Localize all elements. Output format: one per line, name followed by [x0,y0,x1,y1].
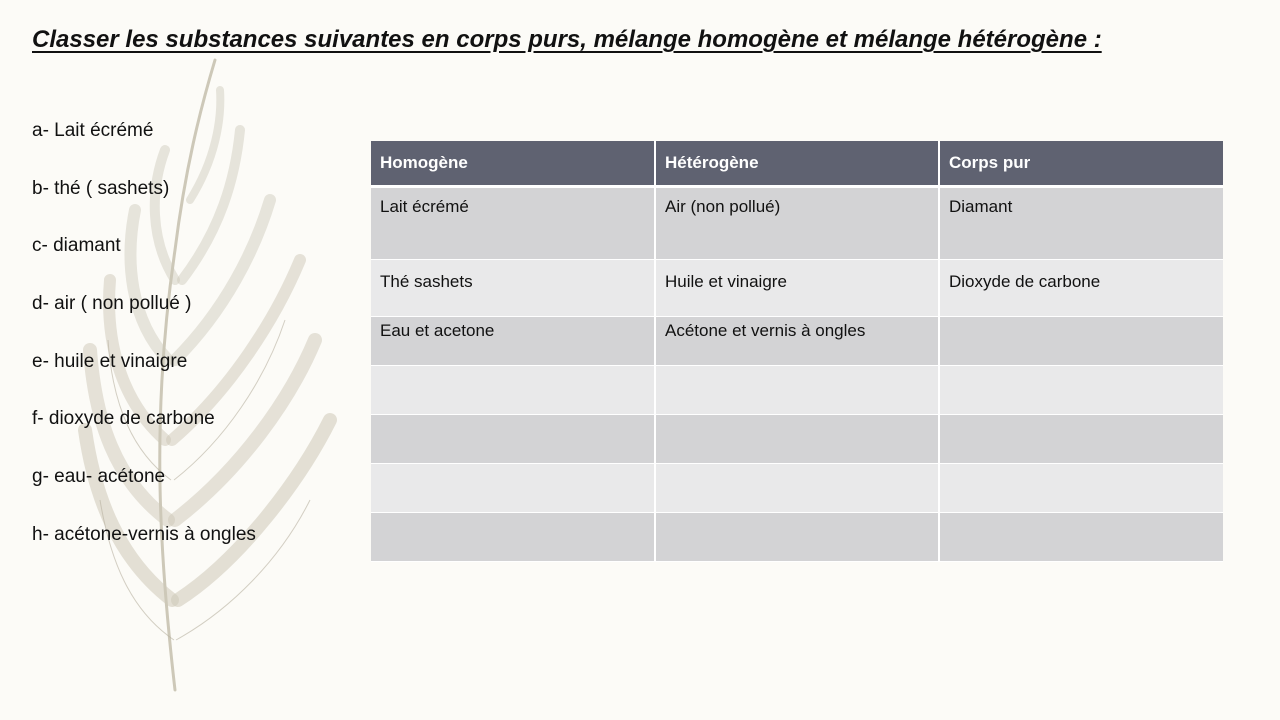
list-item: g- eau- acétone [32,466,166,488]
table-cell [655,464,939,513]
table-cell [939,513,1223,562]
table-cell [939,317,1223,366]
table-cell [371,366,655,415]
table-cell [371,464,655,513]
table-cell [371,513,655,562]
list-item: f- dioxyde de carbone [32,408,215,430]
list-item: h- acétone-vernis à ongles [32,523,256,545]
table-row [371,317,1223,366]
table-cell: Air (non pollué) [655,187,939,260]
table-cell [655,513,939,562]
table-cell [655,366,939,415]
table-cell [655,415,939,464]
table-row [371,187,1223,260]
substance-list [32,116,256,578]
classification-table [371,141,1223,562]
table-cell: Huile et vinaigre [655,260,939,317]
table-cell [371,415,655,464]
list-item: d- air ( non pollué ) [32,293,192,315]
table-cell [939,415,1223,464]
list-item: b- thé ( sashets) [32,177,170,199]
table-cell [939,366,1223,415]
table-cell: Thé sashets [371,260,655,317]
table-row [371,415,1223,464]
header-heterogene: Hétérogène [655,141,939,187]
table-row [371,260,1223,317]
list-item: e- huile et vinaigre [32,350,188,372]
header-corps-pur: Corps pur [939,141,1223,187]
table-cell: Eau et acetone [371,317,655,366]
table-cell: Acétone et vernis à ongles [655,317,939,366]
list-item: a- Lait écrémé [32,120,154,141]
list-item: c- diamant [32,235,121,257]
table-cell: Diamant [939,187,1223,260]
table-cell: Dioxyde de carbone [939,260,1223,317]
table-header-row [371,141,1223,187]
exercise-title: Classer les substances suivantes en corps purs, mélange homogène et mélange hétérogène : [32,26,1102,53]
table-row [371,513,1223,562]
table-cell: Lait écrémé [371,187,655,260]
table-row [371,366,1223,415]
header-homogene: Homogène [371,141,655,187]
table-row [371,464,1223,513]
table-cell [939,464,1223,513]
